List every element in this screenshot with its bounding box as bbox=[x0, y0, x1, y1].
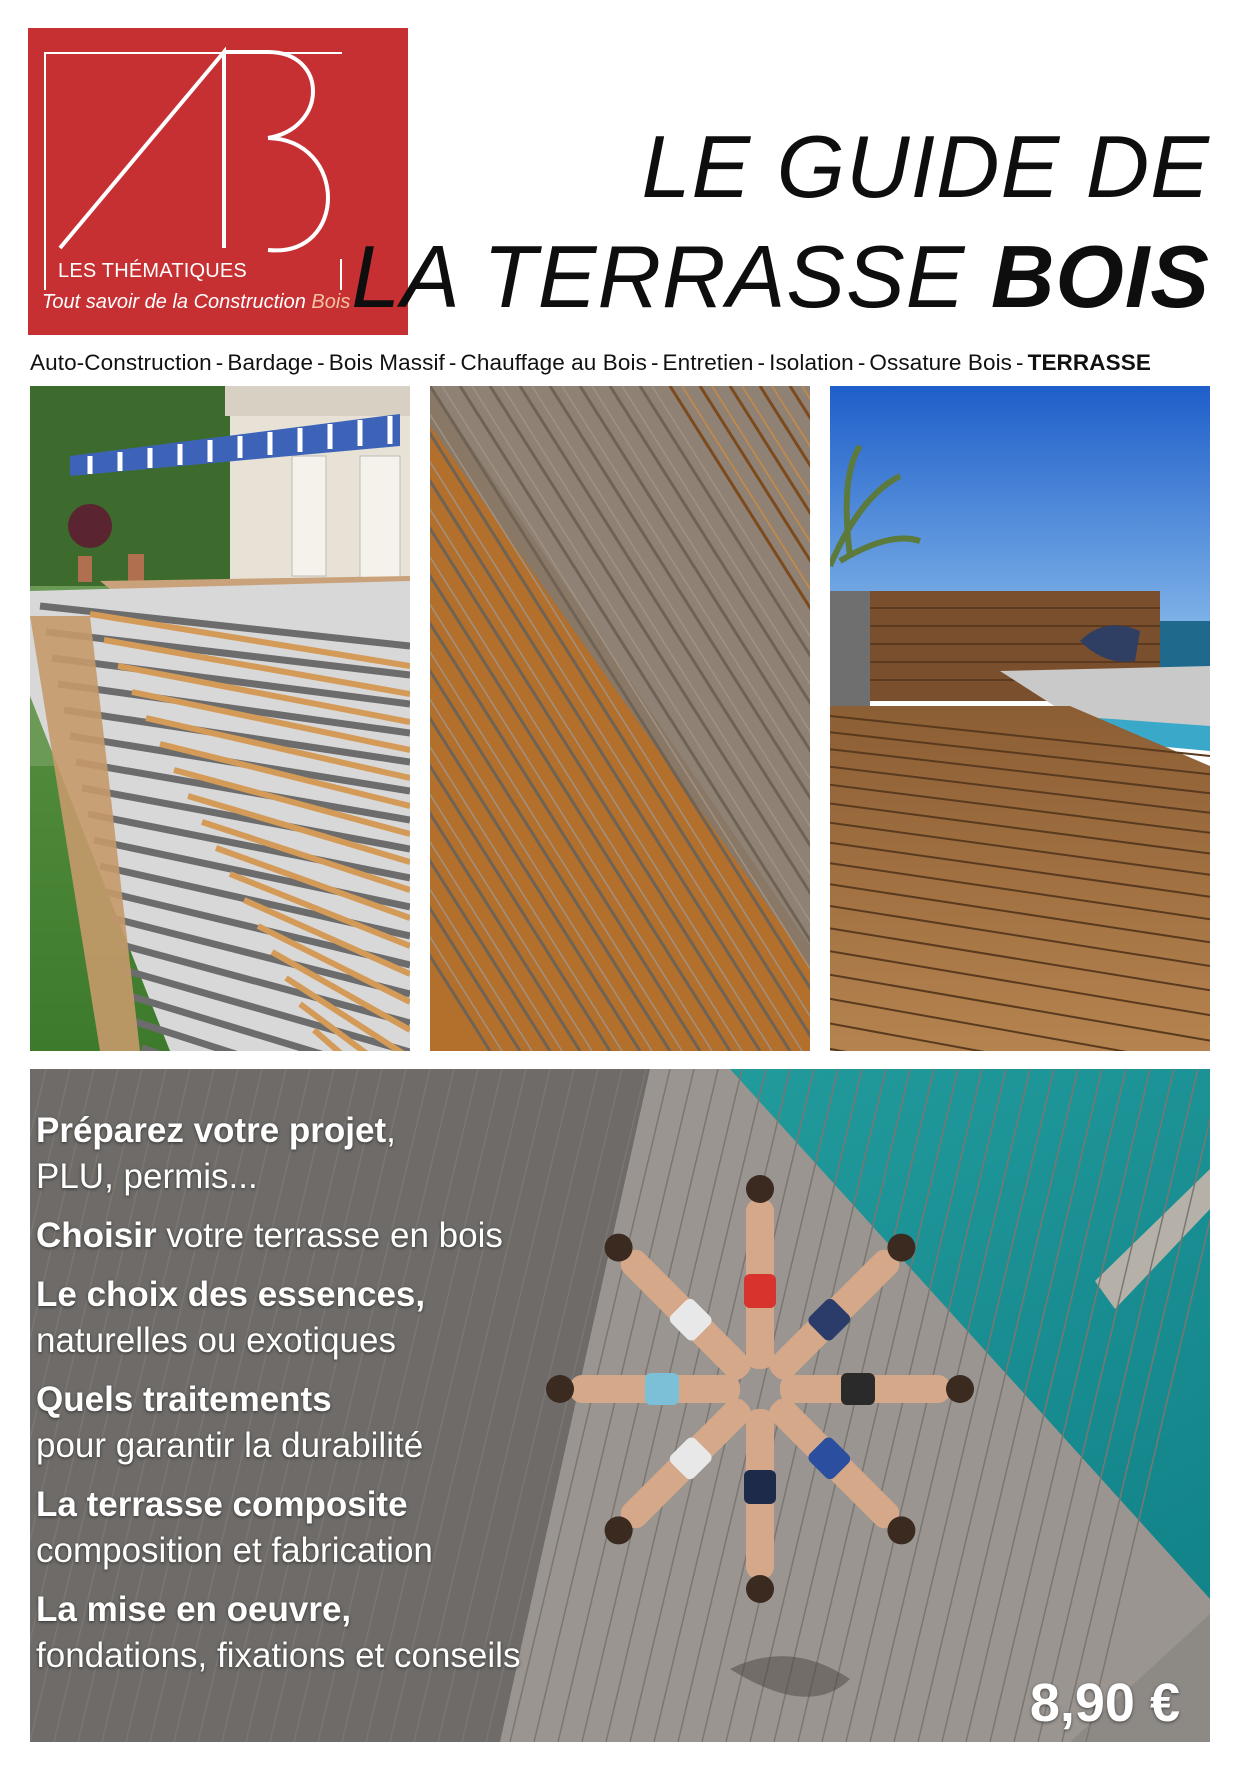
topic-item: Chauffage au Bois bbox=[460, 350, 647, 375]
topic-separator: - bbox=[317, 350, 325, 375]
logo-series-label: LES THÉMATIQUES bbox=[58, 260, 247, 282]
feature-line-1 bbox=[36, 1587, 520, 1633]
feature-item bbox=[36, 1108, 520, 1200]
feature-item bbox=[36, 1377, 520, 1469]
photo-deck-boards-closeup bbox=[430, 386, 810, 1051]
feature-bold: Préparez votre projet bbox=[36, 1111, 387, 1150]
photo-deck-construction bbox=[30, 386, 410, 1051]
topic-separator: - bbox=[757, 350, 766, 375]
feature-rest: votre terrasse en bois bbox=[156, 1216, 503, 1255]
topic-item: Isolation bbox=[769, 350, 854, 375]
feature-line-1 bbox=[36, 1213, 520, 1259]
feature-line-2: pour garantir la durabilité bbox=[36, 1426, 424, 1465]
topic-separator: - bbox=[650, 350, 659, 375]
feature-line-1 bbox=[36, 1108, 520, 1154]
feature-bold: La terrasse composite bbox=[36, 1485, 408, 1524]
logo-tagline bbox=[42, 291, 350, 314]
tagline-accent: Bois bbox=[311, 291, 351, 313]
topic-item-current: TERRASSE bbox=[1027, 350, 1151, 375]
title-line-2 bbox=[351, 222, 1210, 332]
feature-item bbox=[36, 1587, 520, 1679]
topic-item: Bardage bbox=[227, 350, 314, 375]
feature-bold: Le choix des essences, bbox=[36, 1275, 426, 1314]
feature-item bbox=[36, 1213, 520, 1259]
feature-item bbox=[36, 1482, 520, 1574]
topic-item: Auto-Construction bbox=[30, 350, 212, 375]
feature-list bbox=[36, 1108, 520, 1692]
feature-item bbox=[36, 1272, 520, 1364]
title-line-2-regular: LA TERRASSE bbox=[351, 227, 966, 326]
feature-bold: Quels traitements bbox=[36, 1380, 332, 1419]
feature-line-1 bbox=[36, 1377, 520, 1423]
feature-line-2: fondations, fixations et conseils bbox=[36, 1636, 521, 1675]
series-topics-line bbox=[30, 350, 1210, 376]
topic-separator: - bbox=[215, 350, 224, 375]
topic-item: Entretien bbox=[662, 350, 754, 375]
cover-title bbox=[351, 112, 1210, 332]
feature-bold: La mise en oeuvre, bbox=[36, 1590, 352, 1629]
feature-line-1 bbox=[36, 1482, 520, 1528]
feature-line-2: composition et fabrication bbox=[36, 1531, 433, 1570]
feature-line-2: PLU, permis... bbox=[36, 1157, 258, 1196]
photo-deck-seaside bbox=[830, 386, 1210, 1051]
title-line-1: LE GUIDE DE bbox=[641, 117, 1210, 216]
cover-price: 8,90 € bbox=[1029, 1673, 1180, 1733]
topic-separator: - bbox=[448, 350, 457, 375]
tagline-main: Tout savoir de la Construction bbox=[42, 291, 306, 313]
title-line-2-bold: BOIS bbox=[990, 227, 1210, 326]
feature-rest: , bbox=[386, 1111, 396, 1150]
feature-line-1 bbox=[36, 1272, 520, 1318]
topic-item: Bois Massif bbox=[328, 350, 445, 375]
topic-item: Ossature Bois bbox=[869, 350, 1013, 375]
feature-bold: Choisir bbox=[36, 1216, 157, 1255]
feature-line-2: naturelles ou exotiques bbox=[36, 1321, 396, 1360]
topic-separator: - bbox=[857, 350, 866, 375]
topic-separator: - bbox=[1016, 350, 1024, 375]
